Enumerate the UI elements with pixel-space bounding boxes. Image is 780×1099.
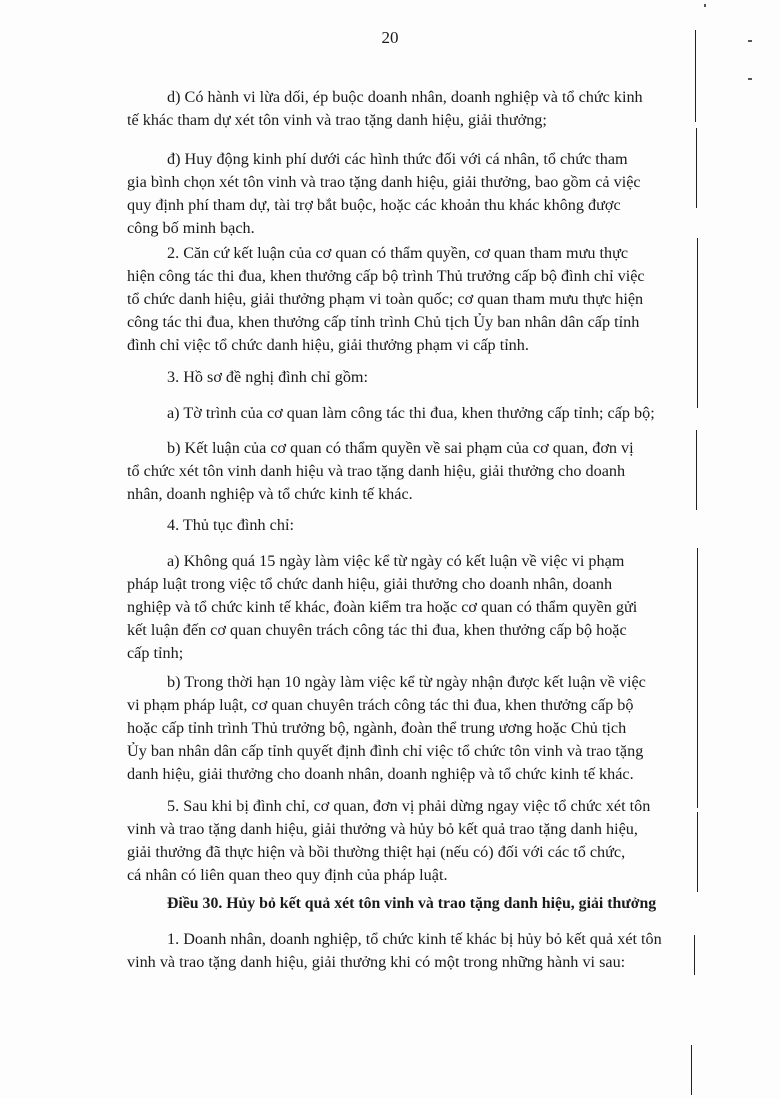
text-line: 5. Sau khi bị đình chỉ, cơ quan, đơn vị phải dừng ngay việc tổ chức xét tôn xyxy=(167,797,651,815)
scan-edge-line xyxy=(695,30,696,122)
scan-edge-line xyxy=(696,430,697,510)
article-30-heading xyxy=(127,892,707,915)
scan-edge-line xyxy=(696,128,697,208)
scan-edge-line xyxy=(697,238,698,408)
text-line: pháp luật trong việc tổ chức danh hiệu, giải thưởng cho doanh nhân, doanh xyxy=(127,575,613,593)
scan-edge-line xyxy=(691,1045,692,1095)
paragraph-4a xyxy=(127,550,707,665)
text-line: đ) Huy động kinh phí dưới các hình thức đối với cá nhân, tổ chức tham xyxy=(167,150,628,168)
text-line: 3. Hồ sơ đề nghị đình chỉ gồm: xyxy=(167,368,369,386)
heading-text: Điều 30. Hủy bỏ kết quả xét tôn vinh và trao tặng danh hiệu, giải thưởng xyxy=(167,895,657,912)
scan-speck xyxy=(704,4,706,7)
text-line: hiện công tác thi đua, khen thưởng cấp bộ trình Thủ trưởng cấp bộ đình chỉ việc xyxy=(127,267,645,285)
text-line: 2. Căn cứ kết luận của cơ quan có thẩm quyền, cơ quan tham mưu thực xyxy=(167,244,629,262)
paragraph-d xyxy=(127,86,707,132)
text-line: Ủy ban nhân dân cấp tỉnh quyết định đình chỉ việc tổ chức tôn vinh và trao tặng xyxy=(127,742,644,760)
text-line: tổ chức xét tôn vinh danh hiệu và trao tặng danh hiệu, giải thưởng cho doanh xyxy=(127,462,626,480)
scan-edge-line xyxy=(697,812,698,892)
text-line: gia bình chọn xét tôn vinh và trao tặng danh hiệu, giải thưởng, bao gồm cả việc xyxy=(127,173,641,191)
scan-speck xyxy=(748,40,752,42)
scan-edge-line xyxy=(694,935,695,975)
text-line: tổ chức danh hiệu, giải thưởng phạm vi toàn quốc; cơ quan tham mưu thực hiện xyxy=(127,290,644,308)
text-line: nghiệp và tổ chức kinh tế khác, đoàn kiểm tra hoặc cơ quan có thẩm quyền gửi xyxy=(127,598,638,616)
text-line: 1. Doanh nhân, doanh nghiệp, tổ chức kinh tế khác bị hủy bỏ kết quả xét tôn xyxy=(167,930,662,948)
paragraph-5 xyxy=(127,795,707,887)
paragraph-dd xyxy=(127,148,707,240)
text-line: a) Không quá 15 ngày làm việc kể từ ngày có kết luận về việc vi phạm xyxy=(167,552,625,570)
text-line: cá nhân có liên quan theo quy định của pháp luật. xyxy=(127,866,448,884)
paragraph-3a xyxy=(127,402,707,425)
text-line: quy định phí tham dự, tài trợ bắt buộc, hoặc các khoản thu khác không được xyxy=(127,196,621,214)
text-line: b) Trong thời hạn 10 ngày làm việc kể từ ngày nhận được kết luận về việc xyxy=(167,673,646,691)
text-line: công bố minh bạch. xyxy=(127,219,255,237)
text-line: vi phạm pháp luật, cơ quan chuyên trách công tác thi đua, khen thưởng cấp bộ xyxy=(127,696,634,714)
text-line: a) Tờ trình của cơ quan làm công tác thi đua, khen thưởng cấp tỉnh; cấp bộ; xyxy=(167,404,655,422)
text-line: nhân, doanh nghiệp và tổ chức kinh tế khác. xyxy=(127,485,413,503)
text-line: vinh và trao tặng danh hiệu, giải thưởng và hủy bỏ kết quả trao tặng danh hiệu, xyxy=(127,820,638,838)
scan-speck xyxy=(748,78,752,80)
text-line: kết luận đến cơ quan chuyên trách công tác thi đua, khen thưởng cấp bộ hoặc xyxy=(127,621,627,639)
text-line: vinh và trao tặng danh hiệu, giải thưởng khi có một trong những hành vi sau: xyxy=(127,953,626,971)
paragraph-4 xyxy=(127,514,707,537)
paragraph-3b xyxy=(127,437,707,506)
text-line: d) Có hành vi lừa dối, ép buộc doanh nhân, doanh nghiệp và tổ chức kinh xyxy=(167,88,643,106)
text-line: b) Kết luận của cơ quan có thẩm quyền về sai phạm của cơ quan, đơn vị xyxy=(167,439,634,457)
text-line: công tác thi đua, khen thưởng cấp tỉnh trình Chủ tịch Ủy ban nhân dân cấp tỉnh xyxy=(127,313,640,331)
text-line: đình chỉ việc tổ chức danh hiệu, giải thưởng phạm vi cấp tỉnh. xyxy=(127,336,529,354)
paragraph-4b xyxy=(127,671,707,786)
text-line: danh hiệu, giải thưởng cho doanh nhân, doanh nghiệp và tổ chức kinh tế khác. xyxy=(127,765,634,783)
text-line: cấp tỉnh; xyxy=(127,644,184,662)
text-line: 4. Thủ tục đình chỉ: xyxy=(167,516,294,534)
text-line: tế khác tham dự xét tôn vinh và trao tặng danh hiệu, giải thưởng; xyxy=(127,111,547,129)
paragraph-3 xyxy=(127,366,707,389)
scan-edge-line xyxy=(697,548,698,808)
text-line: hoặc cấp tỉnh trình Thủ trưởng bộ, ngành, đoàn thể trung ương hoặc Chủ tịch xyxy=(127,719,627,737)
paragraph-30-1 xyxy=(127,928,707,974)
page-number: 20 xyxy=(381,28,399,47)
text-line: giải thưởng đã thực hiện và bồi thường thiệt hại (nếu có) đối với các tổ chức, xyxy=(127,843,626,861)
paragraph-2 xyxy=(127,242,707,357)
